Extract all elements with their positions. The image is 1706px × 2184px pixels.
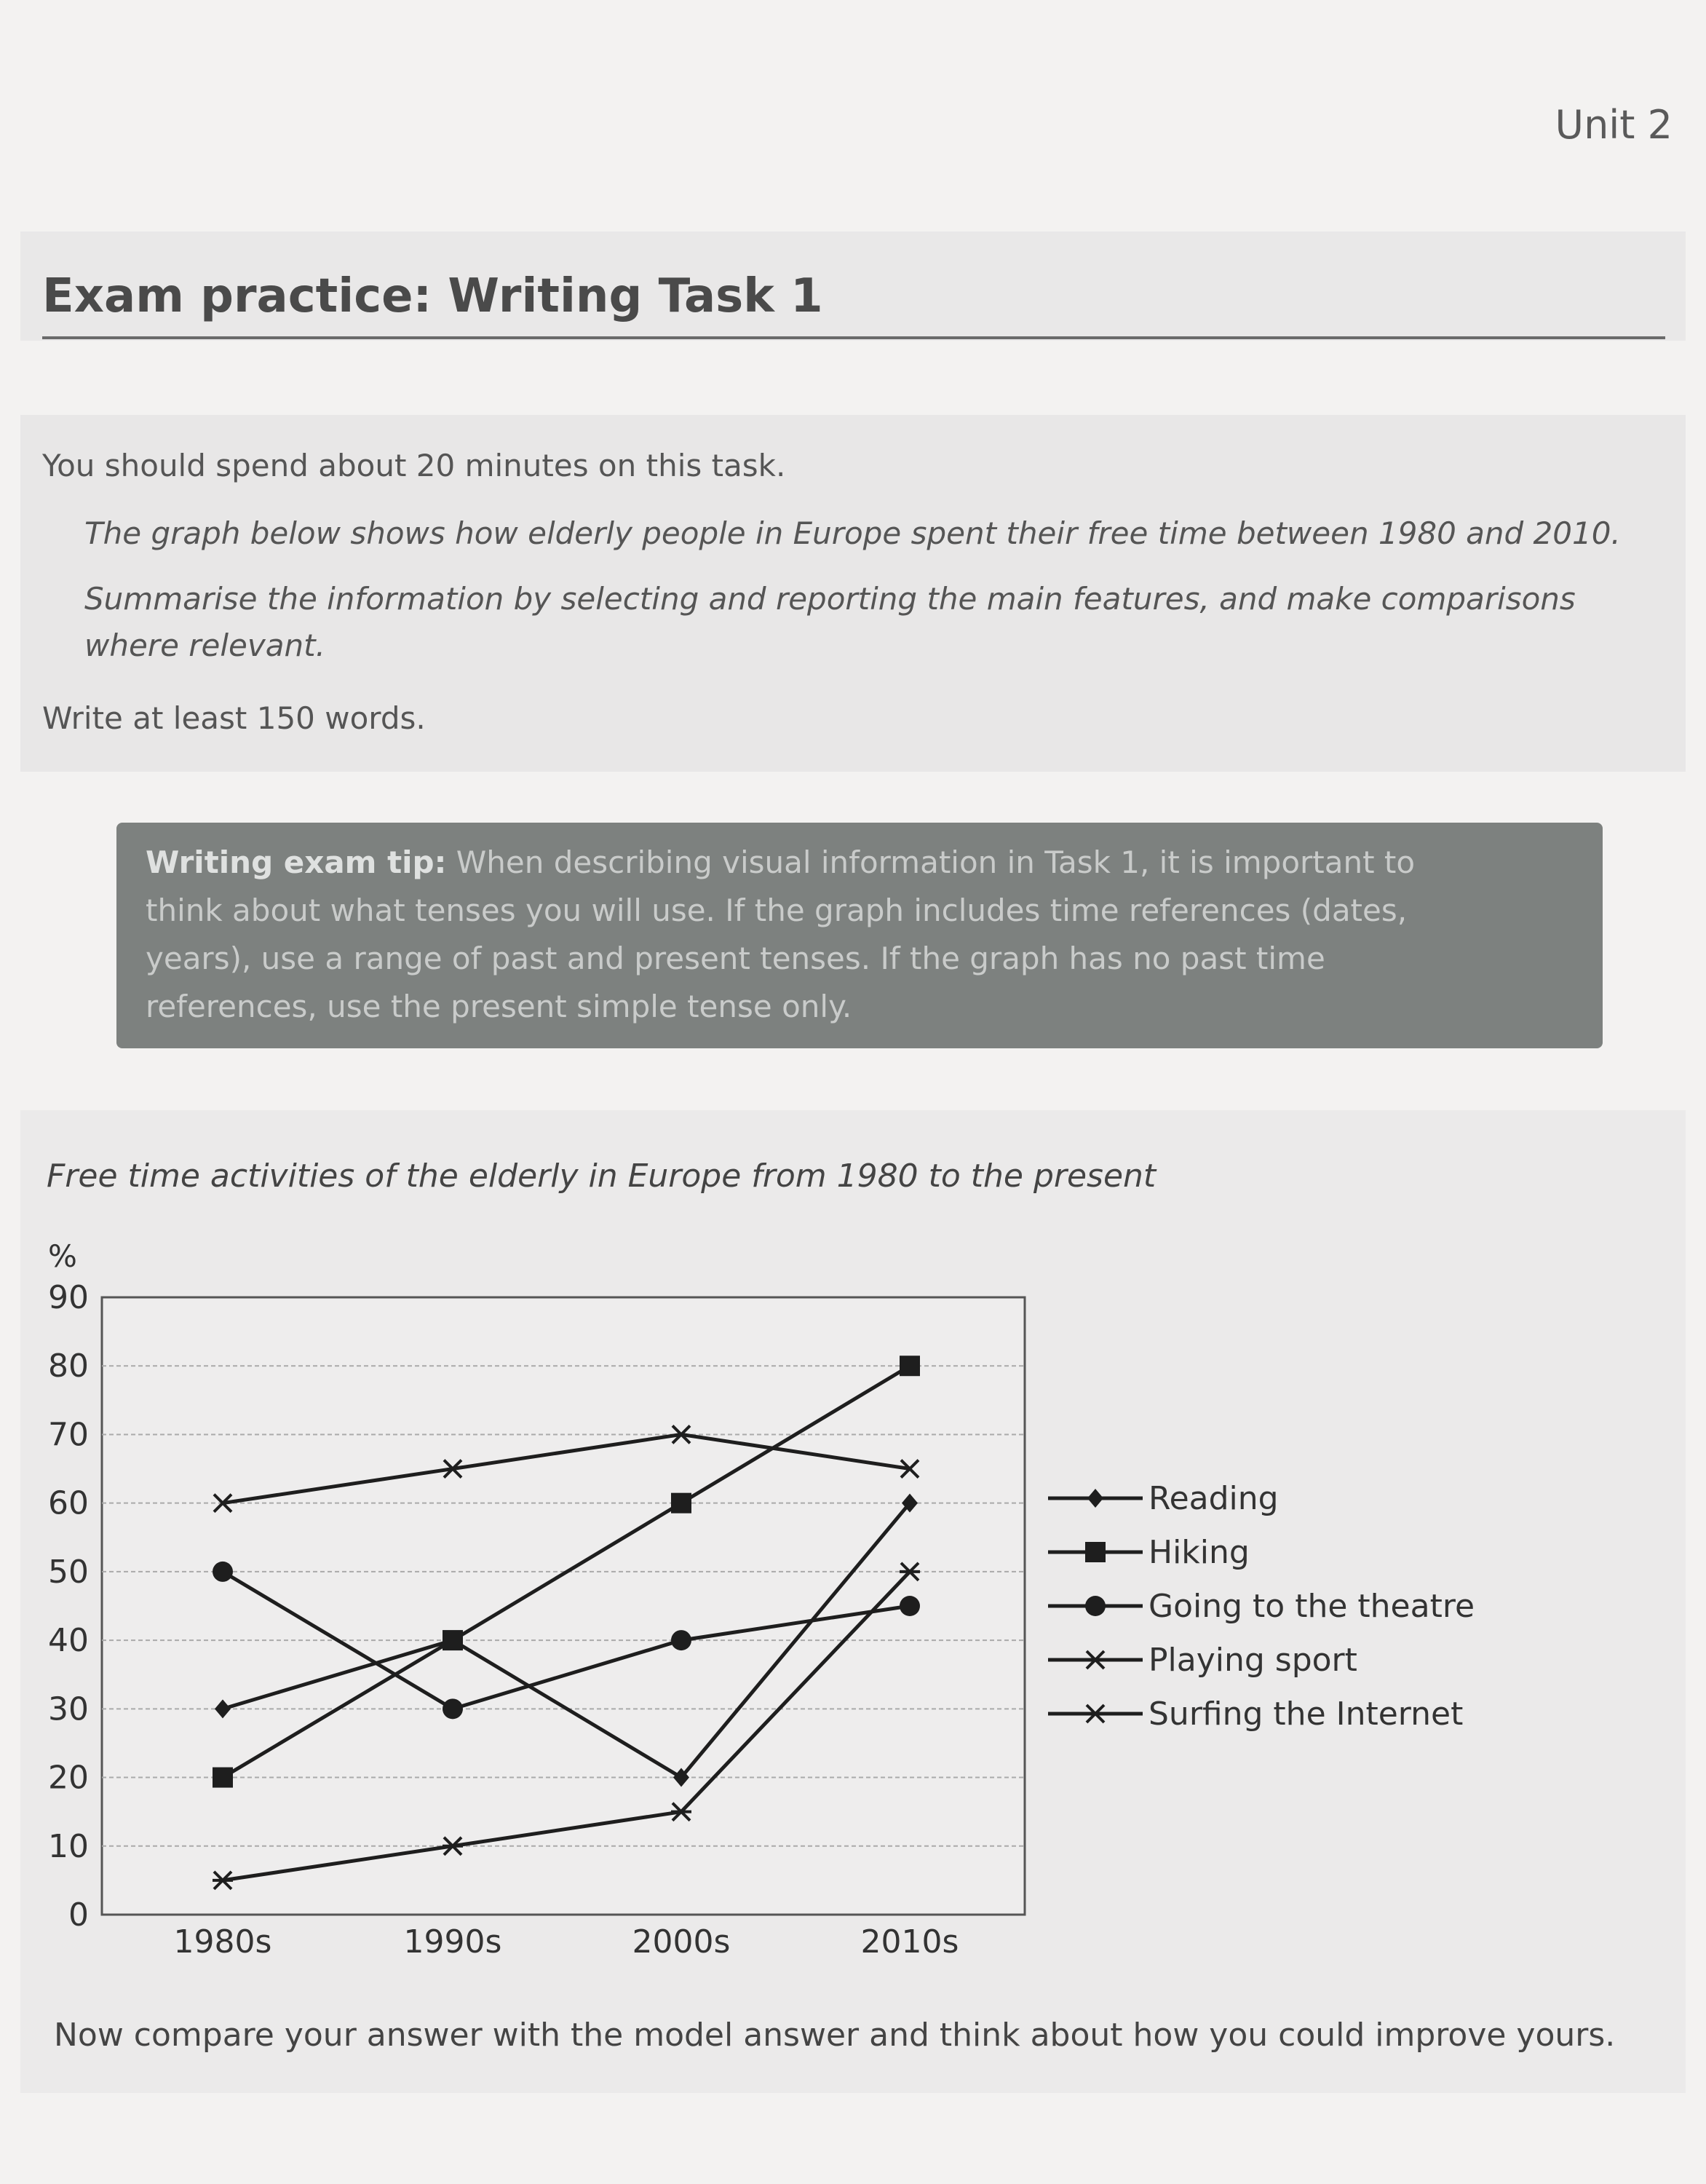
time-instruction: You should spend about 20 minutes on this task. (42, 448, 786, 483)
legend-label: Hiking (1148, 1534, 1250, 1571)
legend-label: Surfing the Internet (1148, 1696, 1464, 1733)
y-tick-label: 30 (48, 1690, 89, 1728)
x-tick-label: 2000s (632, 1923, 731, 1961)
x-tick-label: 1990s (403, 1923, 502, 1961)
exam-tip-line4: references, use the present simple tense only. (146, 989, 852, 1024)
data-point-1-1 (443, 1630, 463, 1650)
exam-tip-text1: When describing visual information in Task 1, it is important to (456, 844, 1416, 880)
y-axis-label: % (48, 1238, 77, 1274)
exam-tip-line2: think about what tenses you will use. If the graph includes time references (dates, (146, 893, 1408, 928)
unit-label: Unit 2 (1555, 102, 1673, 148)
y-tick-label: 20 (48, 1759, 89, 1797)
legend-label: Reading (1148, 1480, 1279, 1517)
y-tick-label: 80 (48, 1348, 89, 1385)
legend-marker (1085, 1596, 1106, 1616)
exam-tip-label: Writing exam tip: (146, 844, 447, 880)
y-tick-label: 60 (48, 1484, 89, 1522)
data-point-1-0 (213, 1768, 233, 1788)
legend-marker (1087, 1489, 1103, 1508)
legend-marker (1085, 1542, 1106, 1562)
y-tick-label: 90 (48, 1279, 89, 1316)
task-summary-line1: Summarise the information by selecting and reporting the main features, and make comparisons (84, 581, 1576, 617)
legend-label: Going to the theatre (1148, 1588, 1475, 1625)
chart-title: Free time activities of the elderly in Europe from 1980 to the present (47, 1158, 1156, 1195)
data-point-1-3 (900, 1356, 920, 1376)
y-tick-label: 50 (48, 1553, 89, 1591)
y-tick-label: 70 (48, 1416, 89, 1454)
data-point-2-0 (213, 1562, 233, 1582)
page-title: Exam practice: Writing Task 1 (42, 269, 823, 323)
closing-instruction: Now compare your answer with the model answer and think about how you could improve yours. (54, 2017, 1616, 2054)
y-tick-label: 40 (48, 1622, 89, 1660)
data-point-2-1 (443, 1698, 463, 1719)
task-prompt: The graph below shows how elderly people in Europe spent their free time between 1980 and 2010. (84, 515, 1621, 551)
exam-tip-line3: years), use a range of past and present tenses. If the graph has no past time (146, 941, 1325, 976)
data-point-1-2 (671, 1493, 691, 1514)
task-summary-line2: where relevant. (84, 628, 325, 663)
word-count-instruction: Write at least 150 words. (42, 700, 426, 736)
data-point-2-2 (671, 1630, 691, 1650)
y-tick-label: 0 (68, 1896, 89, 1934)
plot-frame (102, 1297, 1025, 1915)
data-point-2-3 (900, 1596, 920, 1616)
x-tick-label: 1980s (173, 1923, 272, 1961)
legend-marker (1085, 1705, 1106, 1722)
legend-label: Playing sport (1148, 1642, 1357, 1679)
y-tick-label: 10 (48, 1827, 89, 1865)
x-tick-label: 2010s (860, 1923, 959, 1961)
